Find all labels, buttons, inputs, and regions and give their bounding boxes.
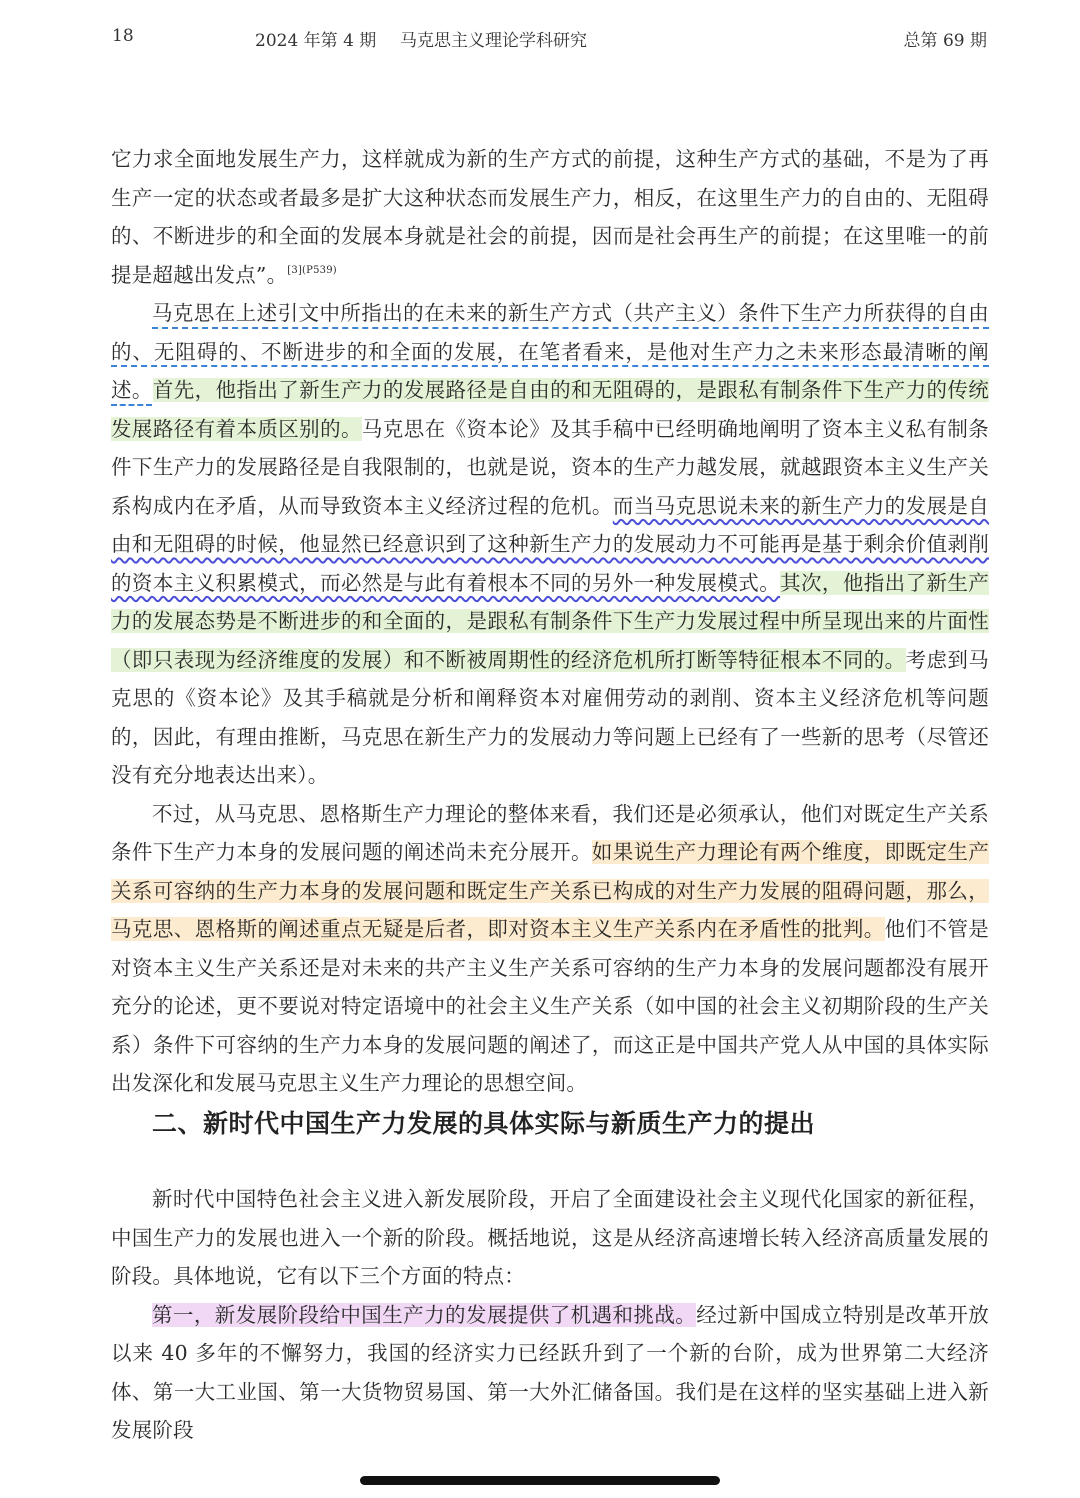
green-highlight-annotation[interactable]: 首先，他指出了新生产力的发展路径是自由的和无阻碍的，是跟私有制条件下生产力的传统发展路径有着本质区别的。 bbox=[111, 378, 990, 441]
wavy-underline-annotation[interactable]: 而当马克思说未来的新生产力的发展是自由和无阻碍的时候，他显然已经意识到了这种新生产力的发展动力不可能再是基于剩余价值剥削的资本主义积累模式，而必然是与此有着根本不同的另外一种发展模式。 bbox=[111, 493, 989, 595]
paragraph-first-feature bbox=[111, 1296, 989, 1450]
sentence: 马克思在《资本论》及其手稿中已经明确地阐明了资本主义私有制条件下生产力的发展路径是自我限制的，也就是说，资本的生产力越发展，就越跟资本主义生产关系构成内在矛盾，从而导致资本主义经济过程的危机。 bbox=[111, 416, 989, 518]
citation-ref[interactable]: [3](P539) bbox=[287, 264, 337, 276]
page-number: 18 bbox=[112, 26, 134, 46]
quote-end: 。 bbox=[266, 262, 288, 287]
paragraph-theory-dimensions bbox=[111, 795, 989, 1103]
sentence: 经过新中国成立特别是改革开放以来 40 多年的不懈努力，我国的经济实力已经跃升到了一个新的台阶，成为世界第二大经济体、第一大工业国、第一大货物贸易国、第一大外汇储备国。我们是在这样的坚实基础上进入新发展阶段 bbox=[111, 1302, 989, 1442]
purple-highlight-annotation[interactable]: 第一，新发展阶段给中国生产力的发展提供了机遇和挑战。 bbox=[152, 1302, 697, 1327]
sentence: 考虑到马克思的《资本论》及其手稿就是分析和阐释资本对雇佣劳动的剥削、资本主义经济危机等问题的，因此，有理由推断，马克思在新生产力的发展动力等问题上已经有了一些新的思考（尽管还没有充分地表达出来）。 bbox=[111, 647, 989, 787]
sentence: 不过，从马克思、恩格斯生产力理论的整体来看，我们还是必须承认，他们对既定生产关系条件下生产力本身的发展问题的阐述尚未充分展开。 bbox=[111, 801, 989, 864]
sentence: 他们不管是对资本主义生产关系还是对未来的共产主义生产关系可容纳的生产力本身的发展问题都没有展开充分的论述，更不要说对特定语境中的社会主义生产关系（如中国的社会主义初期阶段的生产关系）条件下可容纳的生产力本身的发展问题的阐述了，而这正是中国共产党人从中国的具体实际出发深化和发展马克思主义生产力理论的思想空间。 bbox=[111, 917, 989, 1095]
paragraph-marx-analysis bbox=[111, 294, 989, 795]
paragraph-quote-continuation bbox=[111, 140, 989, 294]
green-highlight-annotation[interactable]: 其次，他指出了新生产力的发展态势是不断进步的和全面的，是跟私有制条件下生产力发展过程中所呈现出来的片面性（即只表现为经济维度的发展）和不断被周期性的经济危机所打断等特征根本不同的。 bbox=[111, 570, 989, 672]
running-header bbox=[0, 26, 1080, 54]
paragraph-new-era: 新时代中国特色社会主义进入新发展阶段，开启了全面建设社会主义现代化国家的新征程，中国生产力的发展也进入一个新的阶段。概括地说，这是从经济高速增长转入经济高质量发展的阶段。具体地说，它有以下三个方面的特点： bbox=[111, 1187, 989, 1288]
section-heading: 二、新时代中国生产力发展的具体实际与新质生产力的提出 bbox=[152, 1109, 816, 1138]
body-text-lower bbox=[111, 1180, 989, 1450]
home-indicator-bar[interactable] bbox=[360, 1476, 720, 1485]
issue-label: 2024 年第 4 期 bbox=[255, 31, 377, 51]
quote-text: 它力求全面地发展生产力，这样就成为新的生产方式的前提，这种生产方式的基础，不是为了再生产一定的状态或者最多是扩大这种状态而发展生产力，相反，在这里生产力的自由的、无阻碍的、不断进步的和全面的发展本身就是社会的前提，因而是社会再生产的前提；在这里唯一的前提是超越出发点” bbox=[111, 147, 989, 287]
dashed-underline-annotation[interactable]: 马克思在上述引文中所指出的在未来的新生产方式（共产主义）条件下生产力所获得的自由的、无阻碍的、不断进步的和全面的发展，在笔者看来，是他对生产力之未来形态最清晰的阐述。 bbox=[111, 301, 989, 402]
total-issue-label: 总第 69 期 bbox=[903, 31, 987, 51]
journal-title: 马克思主义理论学科研究 bbox=[400, 31, 587, 51]
orange-highlight-annotation[interactable]: 如果说生产力理论有两个维度，即既定生产关系可容纳的生产力本身的发展问题和既定生产关系已构成的对生产力发展的阻碍问题，那么，马克思、恩格斯的阐述重点无疑是后者，即对资本主义生产关系内在矛盾性的批判。 bbox=[111, 840, 989, 941]
body-text-upper bbox=[111, 140, 989, 1103]
